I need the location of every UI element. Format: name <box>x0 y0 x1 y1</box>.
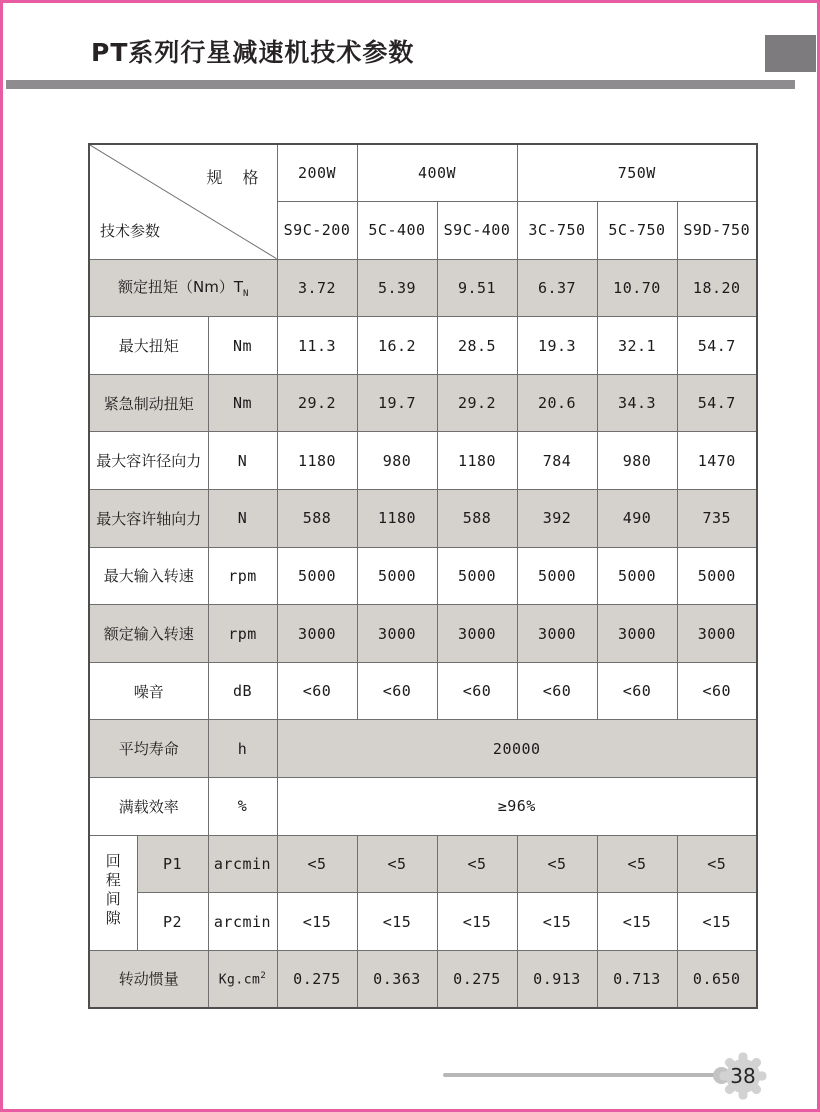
corner-spec-label: 规 格 <box>206 168 261 187</box>
page-number: 38 <box>730 1064 756 1088</box>
model-cell: 5C-750 <box>597 202 677 260</box>
value-cell: 3000 <box>357 605 437 663</box>
row-radial-force <box>89 432 757 490</box>
power-group-200w: 200W <box>277 144 357 202</box>
value-cell: <60 <box>597 662 677 720</box>
value-cell: <5 <box>357 835 437 893</box>
model-cell: S9D-750 <box>677 202 757 260</box>
value-cell: 0.275 <box>437 950 517 1008</box>
row-label: 最大输入转速 <box>89 547 208 605</box>
value-cell: 490 <box>597 490 677 548</box>
unit-cell: Nm <box>208 317 277 375</box>
unit-cell: % <box>208 778 277 836</box>
unit-cell: arcmin <box>208 835 277 893</box>
unit-cell: dB <box>208 662 277 720</box>
model-cell: S9C-400 <box>437 202 517 260</box>
value-cell: 9.51 <box>437 259 517 317</box>
value-cell: <15 <box>277 893 357 951</box>
row-label <box>89 259 277 317</box>
value-cell: 5.39 <box>357 259 437 317</box>
unit-cell: N <box>208 490 277 548</box>
page-title: PT系列行星减速机技术参数 <box>91 38 415 67</box>
value-cell: <15 <box>517 893 597 951</box>
unit-cell <box>208 950 277 1008</box>
value-cell: 0.363 <box>357 950 437 1008</box>
value-cell: 18.20 <box>677 259 757 317</box>
value-cell: 784 <box>517 432 597 490</box>
value-cell: 980 <box>357 432 437 490</box>
value-cell: 5000 <box>357 547 437 605</box>
value-cell: 20.6 <box>517 374 597 432</box>
row-axial-force <box>89 490 757 548</box>
value-cell: 588 <box>437 490 517 548</box>
unit-cell: N <box>208 432 277 490</box>
value-cell: <15 <box>437 893 517 951</box>
row-average-life <box>89 720 757 778</box>
spec-table <box>88 143 758 1009</box>
row-label: P1 <box>137 835 208 893</box>
row-efficiency <box>89 778 757 836</box>
row-backlash-p2 <box>89 893 757 951</box>
value-cell: 980 <box>597 432 677 490</box>
value-cell: 735 <box>677 490 757 548</box>
model-cell: S9C-200 <box>277 202 357 260</box>
value-cell: 1180 <box>357 490 437 548</box>
row-rated-torque <box>89 259 757 317</box>
value-cell: 11.3 <box>277 317 357 375</box>
row-label: 转动惯量 <box>89 950 208 1008</box>
value-cell: 0.650 <box>677 950 757 1008</box>
value-cell: 3000 <box>437 605 517 663</box>
backlash-group-cell <box>89 835 137 950</box>
row-label: 噪音 <box>89 662 208 720</box>
value-cell: 19.3 <box>517 317 597 375</box>
row-inertia <box>89 950 757 1008</box>
row-label: P2 <box>137 893 208 951</box>
value-cell: <60 <box>277 662 357 720</box>
value-cell: 19.7 <box>357 374 437 432</box>
value-cell: <15 <box>677 893 757 951</box>
value-cell: 10.70 <box>597 259 677 317</box>
unit-text: Kg.cm <box>218 972 261 988</box>
value-cell: 392 <box>517 490 597 548</box>
row-label: 最大容许径向力 <box>89 432 208 490</box>
value-cell: 0.275 <box>277 950 357 1008</box>
merged-value-cell: 20000 <box>277 720 757 778</box>
row-noise <box>89 662 757 720</box>
row-rated-input-speed <box>89 605 757 663</box>
header-divider-bar <box>6 80 795 89</box>
row-brake-torque <box>89 374 757 432</box>
value-cell: 54.7 <box>677 317 757 375</box>
value-cell: <15 <box>597 893 677 951</box>
value-cell: 5000 <box>597 547 677 605</box>
value-cell: 588 <box>277 490 357 548</box>
value-cell: <5 <box>677 835 757 893</box>
value-cell: 3000 <box>677 605 757 663</box>
value-cell: <5 <box>437 835 517 893</box>
value-cell: 1470 <box>677 432 757 490</box>
merged-value-cell: ≥96% <box>277 778 757 836</box>
value-cell: 3000 <box>597 605 677 663</box>
value-cell: <15 <box>357 893 437 951</box>
unit-cell: h <box>208 720 277 778</box>
unit-cell: rpm <box>208 547 277 605</box>
power-group-750w: 750W <box>517 144 757 202</box>
row-label: 紧急制动扭矩 <box>89 374 208 432</box>
value-cell: 0.713 <box>597 950 677 1008</box>
row-label: 满载效率 <box>89 778 208 836</box>
table-corner-cell <box>89 144 277 259</box>
value-cell: 3.72 <box>277 259 357 317</box>
row-label: 额定输入转速 <box>89 605 208 663</box>
value-cell: 16.2 <box>357 317 437 375</box>
header-row-power <box>89 144 757 202</box>
value-cell: 1180 <box>277 432 357 490</box>
value-cell: <5 <box>517 835 597 893</box>
value-cell: 5000 <box>677 547 757 605</box>
value-cell: 0.913 <box>517 950 597 1008</box>
value-cell: <5 <box>597 835 677 893</box>
value-cell: <60 <box>437 662 517 720</box>
value-cell: <60 <box>677 662 757 720</box>
row-label: 平均寿命 <box>89 720 208 778</box>
header-accent-square <box>765 35 816 72</box>
power-group-400w: 400W <box>357 144 517 202</box>
diagonal-line <box>90 145 277 259</box>
value-cell: 29.2 <box>437 374 517 432</box>
value-cell: 3000 <box>517 605 597 663</box>
row-label-text: 额定扭矩（Nm）T <box>118 278 244 297</box>
value-cell: <60 <box>517 662 597 720</box>
value-cell: <60 <box>357 662 437 720</box>
unit-cell: Nm <box>208 374 277 432</box>
value-cell: 29.2 <box>277 374 357 432</box>
corner-params-label: 技术参数 <box>100 221 161 240</box>
value-cell: 6.37 <box>517 259 597 317</box>
value-cell: <5 <box>277 835 357 893</box>
value-cell: 28.5 <box>437 317 517 375</box>
value-cell: 32.1 <box>597 317 677 375</box>
value-cell: 5000 <box>517 547 597 605</box>
row-backlash-p1 <box>89 835 757 893</box>
row-label: 最大扭矩 <box>89 317 208 375</box>
value-cell: 5000 <box>437 547 517 605</box>
value-cell: 54.7 <box>677 374 757 432</box>
footer-rule-line <box>443 1073 717 1077</box>
backlash-group-label: 回程间隙 <box>103 852 122 929</box>
value-cell: 34.3 <box>597 374 677 432</box>
unit-cell: arcmin <box>208 893 277 951</box>
value-cell: 3000 <box>277 605 357 663</box>
row-max-torque <box>89 317 757 375</box>
value-cell: 5000 <box>277 547 357 605</box>
unit-superscript: 2 <box>260 970 267 981</box>
row-label: 最大容许轴向力 <box>89 490 208 548</box>
model-cell: 5C-400 <box>357 202 437 260</box>
model-cell: 3C-750 <box>517 202 597 260</box>
value-cell: 1180 <box>437 432 517 490</box>
row-max-input-speed <box>89 547 757 605</box>
row-label-subscript: N <box>243 289 249 300</box>
unit-cell: rpm <box>208 605 277 663</box>
